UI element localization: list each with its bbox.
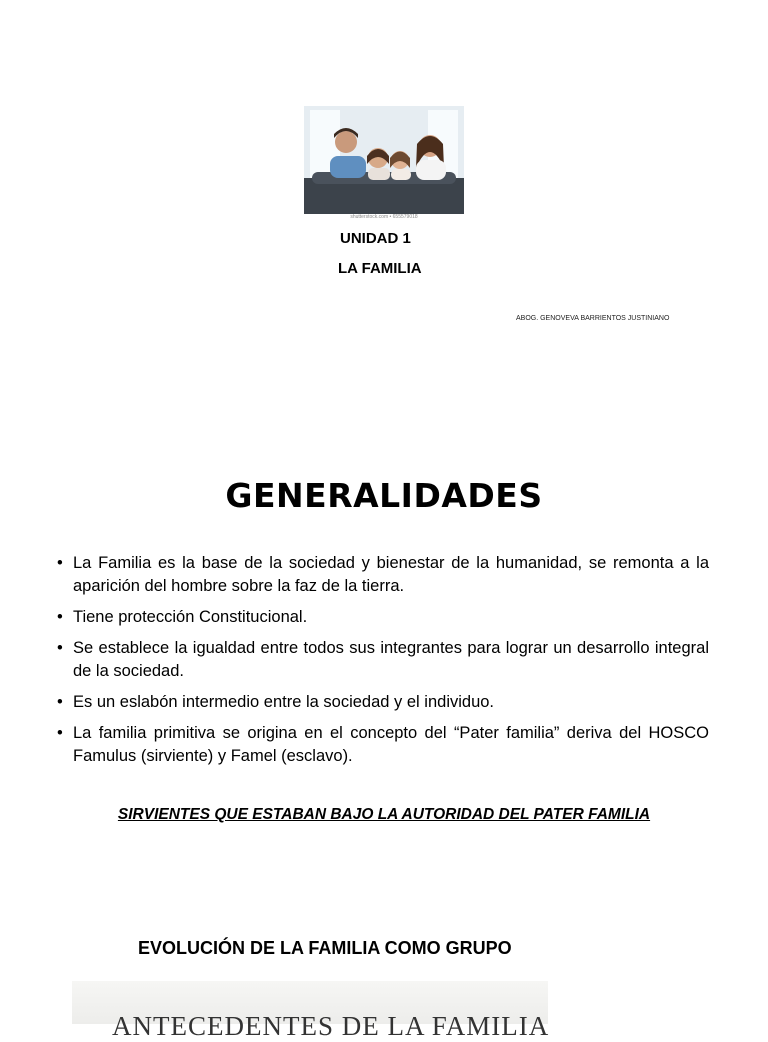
bullet-icon: • xyxy=(57,693,63,711)
bullet-text: Tiene protección Constitucional. xyxy=(73,608,308,626)
unit-title: UNIDAD 1 xyxy=(340,230,411,247)
bullet-item xyxy=(57,552,709,598)
bullet-text: La Familia es la base de la sociedad y bienestar de la humanidad, se remonta a la aparición del hombre sobre la faz de la tierra. xyxy=(73,554,709,595)
photo-caption: shutterstock.com • 655579018 xyxy=(350,214,418,220)
author-name: ABOG. GENOVEVA BARRIENTOS JUSTINIANO xyxy=(516,315,670,322)
bullet-text: Se establece la igualdad entre todos sus integrantes para lograr un desarrollo integral de la sociedad. xyxy=(73,639,709,680)
slide-image xyxy=(72,981,550,1041)
bullet-icon: • xyxy=(57,639,63,657)
bullet-item xyxy=(57,691,709,714)
unit-subtitle: LA FAMILIA xyxy=(338,260,422,277)
bullet-item xyxy=(57,606,709,629)
bullet-text: La familia primitiva se origina en el concepto del “Pater familia” deriva del HOSCO Famulus (sirviente) y Famel (esclavo). xyxy=(73,724,709,765)
section-heading-evolucion: EVOLUCIÓN DE LA FAMILIA COMO GRUPO xyxy=(138,938,512,958)
bullet-item xyxy=(57,722,709,768)
slide-image-text: ANTECEDENTES DE LA FAMILIA xyxy=(112,1011,550,1041)
family-photo xyxy=(304,106,464,214)
family-photo-illustration xyxy=(304,106,464,214)
bullet-text: Es un eslabón intermedio entre la sociedad y el individuo. xyxy=(73,693,495,711)
bullet-icon: • xyxy=(57,608,63,626)
bullet-icon: • xyxy=(57,724,63,742)
bullet-list xyxy=(57,552,709,776)
bullet-item xyxy=(57,637,709,683)
section-heading-generalidades: GENERALIDADES xyxy=(225,476,543,515)
emphasis-line: SIRVIENTES QUE ESTABAN BAJO LA AUTORIDAD DEL PATER FAMILIA xyxy=(117,806,651,823)
bullet-icon: • xyxy=(57,554,63,572)
